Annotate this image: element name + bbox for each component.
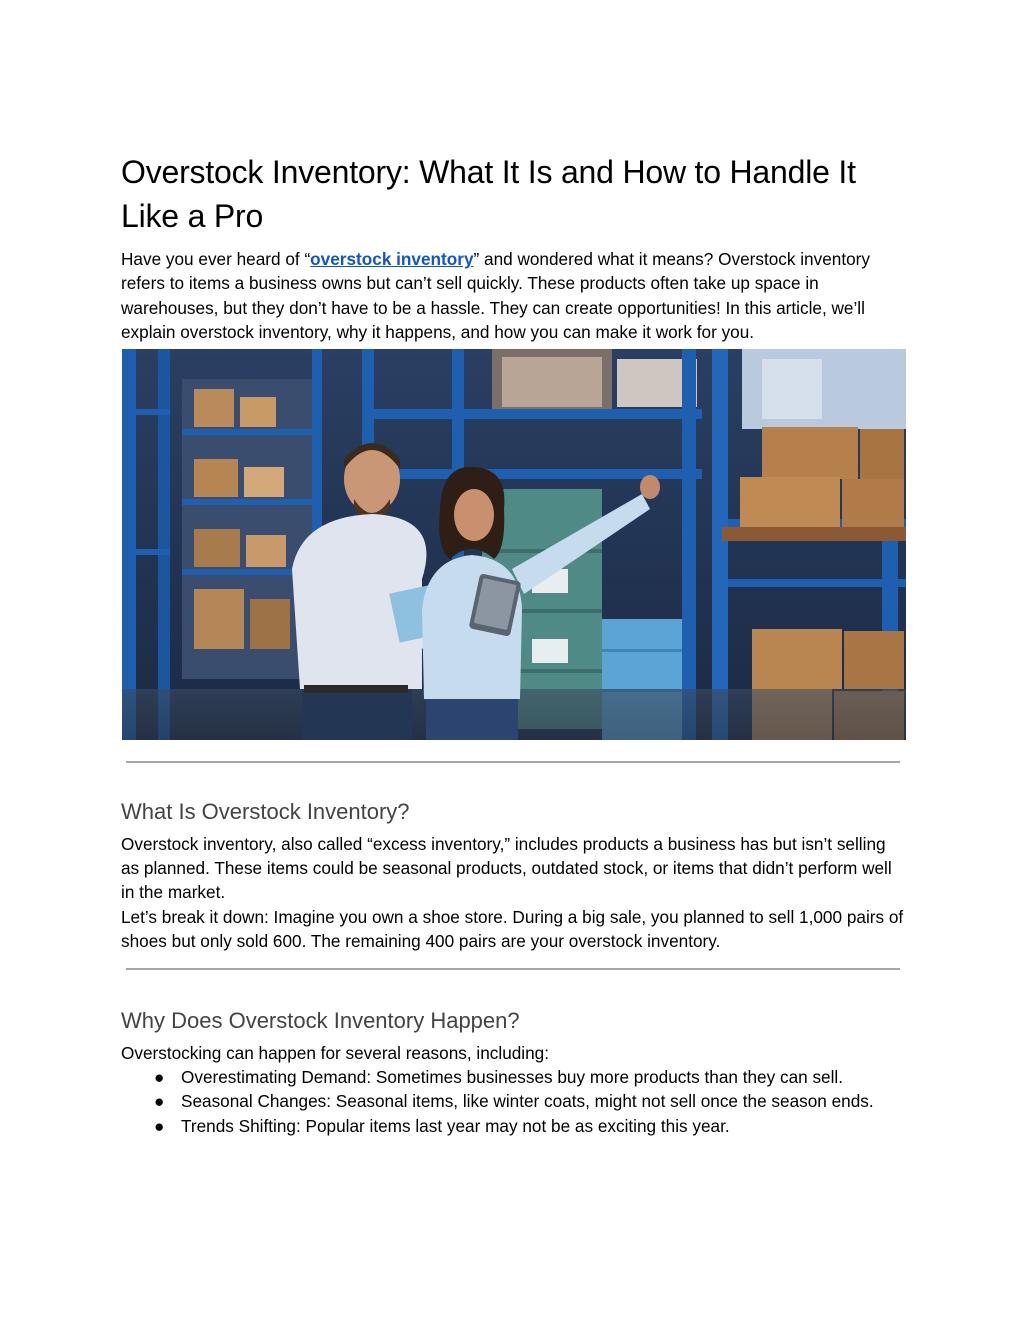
- intro-text-before-link: Have you ever heard of “: [121, 249, 311, 269]
- list-item-text: Overestimating Demand: Sometimes businesses buy more products than they can sell.: [181, 1067, 844, 1088]
- warehouse-photo: [122, 349, 906, 740]
- bullet-icon: ●: [154, 1067, 165, 1088]
- intro-text-after-link: ” and wondered what it means? Overstock inventory refers to items a business owns but can’t sell quickly. These products often take up space in warehouses, but they don’t have to be a hassle. They can create opportunities! In this article, we’ll explain overstock inventory, why it happens, and how you can make it work for you.: [121, 249, 870, 343]
- bullet-icon: ●: [154, 1091, 165, 1112]
- list-item: [121, 1114, 906, 1138]
- list-item: [121, 1089, 906, 1113]
- article-title: Overstock Inventory: What It Is and How to Handle It Like a Pro: [121, 154, 856, 234]
- section-heading-what-is: What Is Overstock Inventory?: [121, 798, 410, 824]
- section-paragraph: Overstock inventory, also called “excess inventory,” includes products a business has but isn’t selling as planned. These items could be seasonal products, outdated stock, or items that didn’t perform well in the market.: [121, 833, 892, 903]
- horizontal-rule: [126, 761, 900, 763]
- overstock-inventory-link[interactable]: overstock inventory: [310, 249, 474, 269]
- section-paragraph: Let’s break it down: Imagine you own a shoe store. During a big sale, you planned to sell 1,000 pairs of shoes but only sold 600. The remaining 400 pairs are your overstock inventory.: [121, 906, 904, 952]
- section-body-what-is: [121, 832, 906, 954]
- list-item-text: Seasonal Changes: Seasonal items, like winter coats, might not sell once the season ends.: [181, 1091, 874, 1112]
- section-lead: Overstocking can happen for several reasons, including:: [121, 1042, 550, 1063]
- reasons-list: [121, 1065, 906, 1138]
- article: [121, 150, 906, 1138]
- horizontal-rule: [126, 968, 900, 970]
- section-body-why-happen: [121, 1041, 906, 1139]
- list-item: [121, 1065, 906, 1089]
- intro-paragraph: [121, 247, 906, 345]
- bullet-icon: ●: [154, 1115, 165, 1136]
- section-heading-why-happen: Why Does Overstock Inventory Happen?: [121, 1007, 520, 1033]
- list-item-text: Trends Shifting: Popular items last year may not be as exciting this year.: [181, 1115, 730, 1136]
